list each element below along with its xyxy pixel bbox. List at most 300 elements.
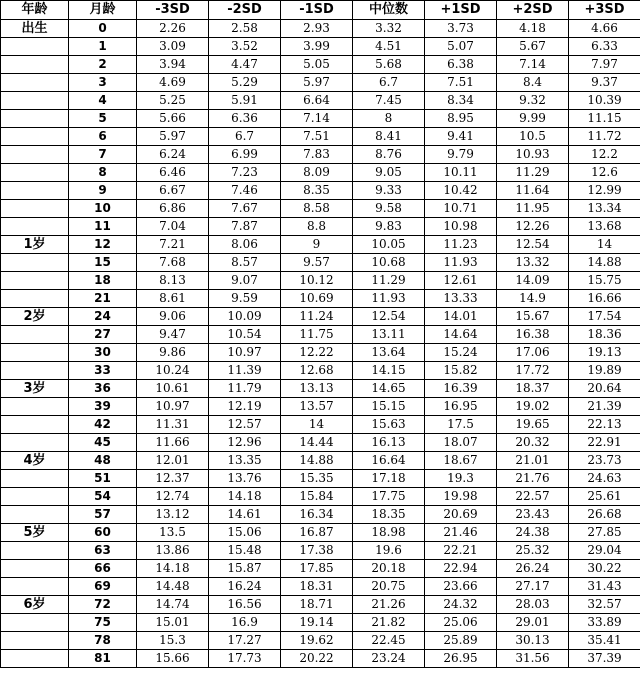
value-cell: 13.86: [137, 542, 209, 560]
value-cell: 18.31: [281, 578, 353, 596]
value-cell: 8.35: [281, 182, 353, 200]
value-cell: 26.95: [425, 650, 497, 668]
table-row: [1, 506, 640, 524]
header-plus-2sd: +2SD: [497, 1, 569, 20]
value-cell: 14.48: [137, 578, 209, 596]
value-cell: 15.06: [209, 524, 281, 542]
value-cell: 19.13: [569, 344, 640, 362]
value-cell: 20.18: [353, 560, 425, 578]
table-row: [1, 434, 640, 452]
value-cell: 5.07: [425, 38, 497, 56]
value-cell: 30.22: [569, 560, 640, 578]
value-cell: 15.66: [137, 650, 209, 668]
month-cell: 21: [69, 290, 137, 308]
table-row: [1, 632, 640, 650]
age-cell: 4岁: [1, 452, 69, 470]
value-cell: 37.39: [569, 650, 640, 668]
value-cell: 19.6: [353, 542, 425, 560]
value-cell: 9.83: [353, 218, 425, 236]
value-cell: 35.41: [569, 632, 640, 650]
table-row: [1, 542, 640, 560]
month-cell: 3: [69, 74, 137, 92]
value-cell: 19.14: [281, 614, 353, 632]
value-cell: 29.04: [569, 542, 640, 560]
table-row: [1, 488, 640, 506]
age-cell: [1, 290, 69, 308]
value-cell: 14: [281, 416, 353, 434]
value-cell: 9.37: [569, 74, 640, 92]
value-cell: 17.06: [497, 344, 569, 362]
value-cell: 16.39: [425, 380, 497, 398]
value-cell: 5.97: [281, 74, 353, 92]
table-row: [1, 326, 640, 344]
table-row: [1, 110, 640, 128]
value-cell: 25.32: [497, 542, 569, 560]
value-cell: 6.46: [137, 164, 209, 182]
month-cell: 9: [69, 182, 137, 200]
value-cell: 12.22: [281, 344, 353, 362]
value-cell: 15.67: [497, 308, 569, 326]
value-cell: 15.35: [281, 470, 353, 488]
value-cell: 7.45: [353, 92, 425, 110]
value-cell: 14.9: [497, 290, 569, 308]
value-cell: 15.3: [137, 632, 209, 650]
value-cell: 10.05: [353, 236, 425, 254]
value-cell: 19.62: [281, 632, 353, 650]
value-cell: 8.13: [137, 272, 209, 290]
value-cell: 5.66: [137, 110, 209, 128]
value-cell: 15.84: [281, 488, 353, 506]
value-cell: 22.91: [569, 434, 640, 452]
value-cell: 18.36: [569, 326, 640, 344]
age-cell: [1, 182, 69, 200]
table-row: [1, 20, 640, 38]
value-cell: 13.76: [209, 470, 281, 488]
value-cell: 14: [569, 236, 640, 254]
value-cell: 3.99: [281, 38, 353, 56]
value-cell: 33.89: [569, 614, 640, 632]
age-cell: 出生: [1, 20, 69, 38]
value-cell: 13.5: [137, 524, 209, 542]
value-cell: 6.67: [137, 182, 209, 200]
value-cell: 7.46: [209, 182, 281, 200]
value-cell: 18.35: [353, 506, 425, 524]
value-cell: 16.95: [425, 398, 497, 416]
age-cell: [1, 362, 69, 380]
value-cell: 13.64: [353, 344, 425, 362]
table-row: [1, 524, 640, 542]
value-cell: 8.41: [353, 128, 425, 146]
month-cell: 8: [69, 164, 137, 182]
value-cell: 18.07: [425, 434, 497, 452]
value-cell: 9.79: [425, 146, 497, 164]
value-cell: 9.86: [137, 344, 209, 362]
age-cell: [1, 128, 69, 146]
value-cell: 6.33: [569, 38, 640, 56]
month-cell: 66: [69, 560, 137, 578]
value-cell: 10.98: [425, 218, 497, 236]
value-cell: 11.64: [497, 182, 569, 200]
value-cell: 11.79: [209, 380, 281, 398]
value-cell: 19.89: [569, 362, 640, 380]
value-cell: 11.95: [497, 200, 569, 218]
table-row: [1, 182, 640, 200]
table-row: [1, 218, 640, 236]
value-cell: 9.06: [137, 308, 209, 326]
value-cell: 23.43: [497, 506, 569, 524]
value-cell: 12.54: [497, 236, 569, 254]
value-cell: 10.54: [209, 326, 281, 344]
value-cell: 16.38: [497, 326, 569, 344]
value-cell: 16.87: [281, 524, 353, 542]
value-cell: 9.07: [209, 272, 281, 290]
age-cell: [1, 272, 69, 290]
value-cell: 17.73: [209, 650, 281, 668]
value-cell: 3.52: [209, 38, 281, 56]
value-cell: 12.99: [569, 182, 640, 200]
month-cell: 30: [69, 344, 137, 362]
value-cell: 4.51: [353, 38, 425, 56]
value-cell: 22.57: [497, 488, 569, 506]
value-cell: 7.14: [497, 56, 569, 74]
value-cell: 8.8: [281, 218, 353, 236]
age-cell: [1, 488, 69, 506]
month-cell: 4: [69, 92, 137, 110]
value-cell: 9.99: [497, 110, 569, 128]
value-cell: 2.58: [209, 20, 281, 38]
age-cell: [1, 326, 69, 344]
value-cell: 21.39: [569, 398, 640, 416]
value-cell: 7.04: [137, 218, 209, 236]
month-cell: 39: [69, 398, 137, 416]
value-cell: 7.67: [209, 200, 281, 218]
table-row: [1, 92, 640, 110]
value-cell: 19.3: [425, 470, 497, 488]
value-cell: 15.82: [425, 362, 497, 380]
value-cell: 12.37: [137, 470, 209, 488]
table-row: [1, 146, 640, 164]
value-cell: 24.38: [497, 524, 569, 542]
value-cell: 11.72: [569, 128, 640, 146]
header-plus-1sd: +1SD: [425, 1, 497, 20]
value-cell: 21.26: [353, 596, 425, 614]
value-cell: 13.57: [281, 398, 353, 416]
month-cell: 57: [69, 506, 137, 524]
table-row: [1, 56, 640, 74]
table-row: [1, 560, 640, 578]
value-cell: 10.97: [137, 398, 209, 416]
table-row: [1, 380, 640, 398]
value-cell: 10.11: [425, 164, 497, 182]
value-cell: 12.68: [281, 362, 353, 380]
value-cell: 7.87: [209, 218, 281, 236]
value-cell: 28.03: [497, 596, 569, 614]
value-cell: 10.24: [137, 362, 209, 380]
value-cell: 20.69: [425, 506, 497, 524]
age-cell: [1, 578, 69, 596]
value-cell: 15.63: [353, 416, 425, 434]
value-cell: 10.68: [353, 254, 425, 272]
value-cell: 14.44: [281, 434, 353, 452]
value-cell: 18.71: [281, 596, 353, 614]
table-row: [1, 452, 640, 470]
value-cell: 5.67: [497, 38, 569, 56]
value-cell: 10.93: [497, 146, 569, 164]
age-cell: [1, 200, 69, 218]
age-cell: 1岁: [1, 236, 69, 254]
value-cell: 16.34: [281, 506, 353, 524]
value-cell: 20.22: [281, 650, 353, 668]
value-cell: 9.33: [353, 182, 425, 200]
table-row: [1, 308, 640, 326]
value-cell: 15.48: [209, 542, 281, 560]
value-cell: 18.98: [353, 524, 425, 542]
value-cell: 25.06: [425, 614, 497, 632]
value-cell: 4.47: [209, 56, 281, 74]
table-row: [1, 200, 640, 218]
value-cell: 13.13: [281, 380, 353, 398]
value-cell: 17.38: [281, 542, 353, 560]
value-cell: 5.91: [209, 92, 281, 110]
value-cell: 11.75: [281, 326, 353, 344]
month-cell: 48: [69, 452, 137, 470]
month-cell: 11: [69, 218, 137, 236]
value-cell: 12.01: [137, 452, 209, 470]
table-row: [1, 254, 640, 272]
value-cell: 31.43: [569, 578, 640, 596]
table-row: [1, 650, 640, 668]
value-cell: 14.18: [209, 488, 281, 506]
value-cell: 13.32: [497, 254, 569, 272]
table-row: [1, 128, 640, 146]
month-cell: 15: [69, 254, 137, 272]
value-cell: 9.32: [497, 92, 569, 110]
age-cell: [1, 254, 69, 272]
value-cell: 12.54: [353, 308, 425, 326]
value-cell: 16.56: [209, 596, 281, 614]
value-cell: 4.18: [497, 20, 569, 38]
value-cell: 8.76: [353, 146, 425, 164]
table-row: [1, 614, 640, 632]
age-cell: [1, 398, 69, 416]
age-cell: [1, 470, 69, 488]
age-cell: [1, 344, 69, 362]
age-cell: [1, 632, 69, 650]
value-cell: 10.69: [281, 290, 353, 308]
table-row: [1, 470, 640, 488]
header-minus-2sd: -2SD: [209, 1, 281, 20]
value-cell: 15.24: [425, 344, 497, 362]
table-row: [1, 272, 640, 290]
value-cell: 3.32: [353, 20, 425, 38]
table-row: [1, 164, 640, 182]
value-cell: 7.23: [209, 164, 281, 182]
value-cell: 12.2: [569, 146, 640, 164]
month-cell: 10: [69, 200, 137, 218]
value-cell: 26.24: [497, 560, 569, 578]
age-cell: 2岁: [1, 308, 69, 326]
value-cell: 6.38: [425, 56, 497, 74]
value-cell: 8.34: [425, 92, 497, 110]
month-cell: 78: [69, 632, 137, 650]
age-cell: 6岁: [1, 596, 69, 614]
value-cell: 11.39: [209, 362, 281, 380]
value-cell: 8.95: [425, 110, 497, 128]
month-cell: 81: [69, 650, 137, 668]
month-cell: 63: [69, 542, 137, 560]
table-row: [1, 344, 640, 362]
value-cell: 6.36: [209, 110, 281, 128]
value-cell: 19.02: [497, 398, 569, 416]
age-cell: [1, 434, 69, 452]
value-cell: 20.75: [353, 578, 425, 596]
month-cell: 6: [69, 128, 137, 146]
age-cell: [1, 92, 69, 110]
value-cell: 7.68: [137, 254, 209, 272]
value-cell: 10.12: [281, 272, 353, 290]
value-cell: 7.83: [281, 146, 353, 164]
value-cell: 10.09: [209, 308, 281, 326]
value-cell: 10.61: [137, 380, 209, 398]
value-cell: 23.24: [353, 650, 425, 668]
value-cell: 30.13: [497, 632, 569, 650]
value-cell: 3.09: [137, 38, 209, 56]
month-cell: 7: [69, 146, 137, 164]
value-cell: 19.98: [425, 488, 497, 506]
value-cell: 7.51: [425, 74, 497, 92]
month-cell: 51: [69, 470, 137, 488]
age-cell: [1, 614, 69, 632]
value-cell: 6.99: [209, 146, 281, 164]
age-cell: 5岁: [1, 524, 69, 542]
value-cell: 12.26: [497, 218, 569, 236]
value-cell: 13.12: [137, 506, 209, 524]
table-row: [1, 362, 640, 380]
value-cell: 13.34: [569, 200, 640, 218]
month-cell: 27: [69, 326, 137, 344]
value-cell: 14.15: [353, 362, 425, 380]
value-cell: 10.5: [497, 128, 569, 146]
value-cell: 7.97: [569, 56, 640, 74]
value-cell: 8.09: [281, 164, 353, 182]
month-cell: 24: [69, 308, 137, 326]
value-cell: 5.68: [353, 56, 425, 74]
month-cell: 60: [69, 524, 137, 542]
value-cell: 14.64: [425, 326, 497, 344]
value-cell: 17.5: [425, 416, 497, 434]
value-cell: 17.18: [353, 470, 425, 488]
value-cell: 12.19: [209, 398, 281, 416]
table-row: [1, 398, 640, 416]
month-cell: 33: [69, 362, 137, 380]
value-cell: 8.06: [209, 236, 281, 254]
value-cell: 11.93: [353, 290, 425, 308]
month-cell: 0: [69, 20, 137, 38]
month-cell: 18: [69, 272, 137, 290]
value-cell: 11.93: [425, 254, 497, 272]
age-cell: [1, 110, 69, 128]
value-cell: 20.32: [497, 434, 569, 452]
value-cell: 11.29: [497, 164, 569, 182]
header-row: [1, 1, 640, 20]
value-cell: 17.85: [281, 560, 353, 578]
age-cell: [1, 164, 69, 182]
value-cell: 21.76: [497, 470, 569, 488]
value-cell: 19.65: [497, 416, 569, 434]
age-cell: [1, 506, 69, 524]
header-minus-1sd: -1SD: [281, 1, 353, 20]
value-cell: 6.7: [353, 74, 425, 92]
header-plus-3sd: +3SD: [569, 1, 640, 20]
value-cell: 7.14: [281, 110, 353, 128]
age-cell: [1, 146, 69, 164]
value-cell: 29.01: [497, 614, 569, 632]
value-cell: 21.46: [425, 524, 497, 542]
value-cell: 16.64: [353, 452, 425, 470]
value-cell: 12.96: [209, 434, 281, 452]
value-cell: 4.69: [137, 74, 209, 92]
age-cell: [1, 38, 69, 56]
value-cell: 5.05: [281, 56, 353, 74]
value-cell: 10.39: [569, 92, 640, 110]
value-cell: 27.85: [569, 524, 640, 542]
value-cell: 6.24: [137, 146, 209, 164]
value-cell: 14.65: [353, 380, 425, 398]
value-cell: 17.75: [353, 488, 425, 506]
month-cell: 72: [69, 596, 137, 614]
value-cell: 8.4: [497, 74, 569, 92]
value-cell: 20.64: [569, 380, 640, 398]
value-cell: 6.86: [137, 200, 209, 218]
value-cell: 11.24: [281, 308, 353, 326]
value-cell: 11.31: [137, 416, 209, 434]
value-cell: 11.29: [353, 272, 425, 290]
value-cell: 21.01: [497, 452, 569, 470]
value-cell: 12.61: [425, 272, 497, 290]
age-cell: [1, 650, 69, 668]
value-cell: 13.35: [209, 452, 281, 470]
value-cell: 14.61: [209, 506, 281, 524]
value-cell: 8.58: [281, 200, 353, 218]
value-cell: 17.72: [497, 362, 569, 380]
value-cell: 21.82: [353, 614, 425, 632]
value-cell: 26.68: [569, 506, 640, 524]
header-minus-3sd: -3SD: [137, 1, 209, 20]
value-cell: 15.15: [353, 398, 425, 416]
value-cell: 5.25: [137, 92, 209, 110]
value-cell: 22.45: [353, 632, 425, 650]
value-cell: 25.89: [425, 632, 497, 650]
value-cell: 9: [281, 236, 353, 254]
value-cell: 12.74: [137, 488, 209, 506]
value-cell: 23.66: [425, 578, 497, 596]
month-cell: 42: [69, 416, 137, 434]
header-median: 中位数: [353, 1, 425, 20]
value-cell: 11.66: [137, 434, 209, 452]
value-cell: 24.32: [425, 596, 497, 614]
age-cell: [1, 542, 69, 560]
age-cell: 3岁: [1, 380, 69, 398]
value-cell: 5.29: [209, 74, 281, 92]
value-cell: 9.58: [353, 200, 425, 218]
table-row: [1, 578, 640, 596]
value-cell: 16.24: [209, 578, 281, 596]
month-cell: 12: [69, 236, 137, 254]
value-cell: 14.09: [497, 272, 569, 290]
age-cell: [1, 218, 69, 236]
value-cell: 7.51: [281, 128, 353, 146]
table-row: [1, 416, 640, 434]
